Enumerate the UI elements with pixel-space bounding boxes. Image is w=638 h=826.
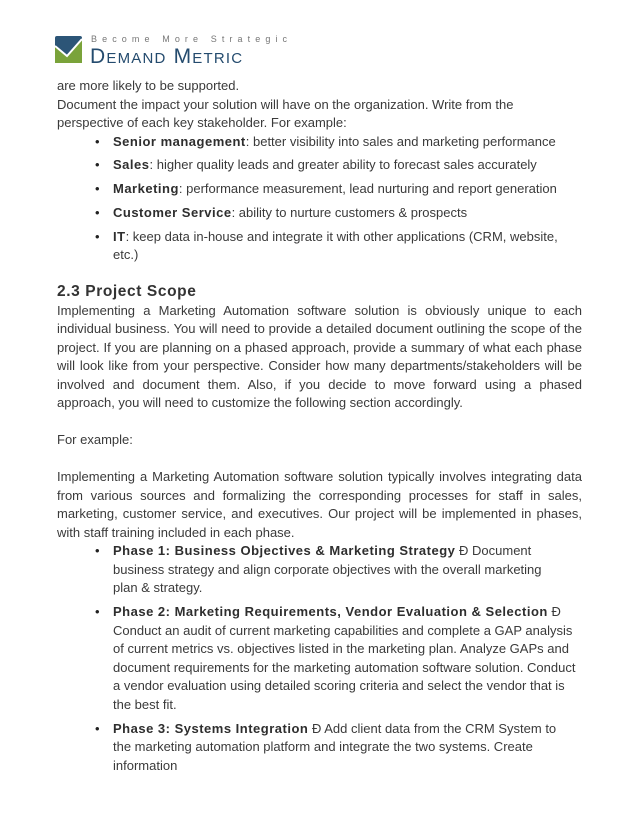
- list-item: [57, 204, 582, 223]
- list-item: [57, 133, 582, 152]
- scope-paragraph: Implementing a Marketing Automation software solution is obviously unique to each individual business. You will need to provide a detailed document outlining the scope of the project. If you are planning on a phased approach, provide a summary of what each phase will look like from your perspective. Consider how many departments/stakeholders will be involved and document them. Also, if you decide to move forward using a phased approach, you will need to customize the following section accordingly.: [57, 302, 582, 411]
- intro-line-2: Document the impact your solution will have on the organization. Write from the perspective of each key stakeholder. For example:: [57, 96, 514, 130]
- list-item-text: : better visibility into sales and marketing performance: [245, 133, 556, 149]
- list-item-term: IT: [113, 228, 126, 244]
- phase-list: [57, 542, 582, 775]
- stakeholder-list: [57, 133, 582, 265]
- list-item-term: Phase 3: Systems Integration: [113, 720, 309, 736]
- logo-tagline: Become More Strategic: [91, 34, 293, 44]
- list-item: [57, 180, 582, 199]
- list-item-term: Phase 2: Marketing Requirements, Vendor Evaluation & Selection: [113, 604, 548, 620]
- demand-metric-logo: [55, 34, 315, 68]
- list-item-term: Phase 1: Business Objectives & Marketing Strategy: [113, 543, 456, 559]
- document-body: [57, 77, 582, 781]
- list-item-text: : keep data in-house and integrate it with other applications (CRM, website, etc.): [113, 228, 558, 263]
- list-item-text: : performance measurement, lead nurturing and report generation: [178, 181, 557, 197]
- section-heading: 2.3 Project Scope: [57, 282, 197, 300]
- intro-line-1: are more likely to be supported.: [57, 78, 240, 93]
- list-item-term: Senior management: [113, 133, 246, 149]
- list-item: [57, 542, 582, 598]
- list-item-term: Sales: [113, 157, 150, 173]
- list-item-text: Ð Conduct an audit of current marketing capabilities and complete a GAP analysis of current metrics vs. objectives listed in the marketing plan. Analyze GAPs and document requirements for the marketing automation software solution. Conduct a vendor evaluation using detailed scoring criteria and select the vendor that is the best fit.: [113, 604, 576, 712]
- list-item-text: Ð Document business strategy and align corporate objectives with the overall marketing plan & strategy.: [113, 543, 542, 596]
- logo-brand-name: Demand Metric: [90, 45, 244, 68]
- list-item-text: Ð Add client data from the CRM System to the marketing automation platform and integrate the two systems. Create information: [113, 720, 557, 773]
- list-item: [57, 228, 582, 265]
- list-item: [57, 720, 582, 776]
- logo-mark-icon: [55, 36, 82, 63]
- example-label: For example:: [57, 432, 133, 448]
- phases-intro-paragraph: Implementing a Marketing Automation software solution typically involves integrating data from various sources and formalizing the corresponding processes for staff in sales, marketing, customer service, and executives. Our project will be implemented in phases, with staff training included in each phase.: [57, 469, 582, 540]
- list-item: [57, 603, 582, 714]
- list-item-text: : higher quality leads and greater ability to forecast sales accurately: [149, 157, 537, 173]
- list-item-term: Customer Service: [113, 204, 232, 220]
- list-item-text: : ability to nurture customers & prospects: [231, 204, 468, 220]
- list-item: [57, 156, 582, 175]
- list-item-term: Marketing: [113, 181, 179, 197]
